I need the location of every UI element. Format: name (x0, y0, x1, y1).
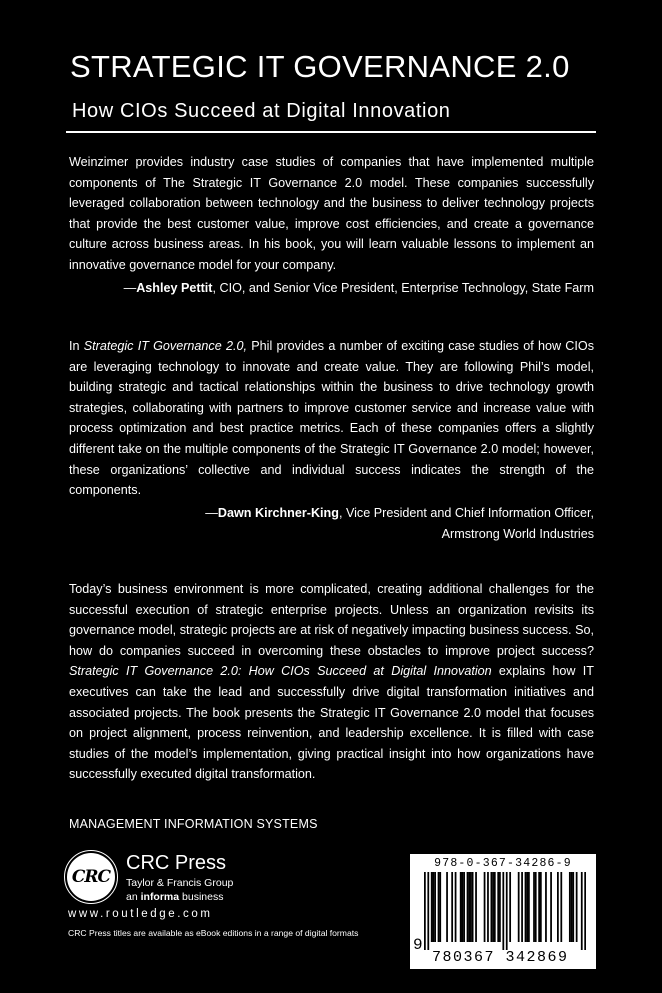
barcode-bar (545, 872, 547, 942)
endorsement-2-text (69, 336, 594, 501)
barcode-bar (584, 872, 586, 950)
description-book-title: Strategic IT Governance 2.0: How CIOs Succeed at Digital Innovation (69, 664, 492, 679)
barcode-bar (572, 872, 574, 942)
endorsement-2-book-title: Strategic IT Governance 2.0, (83, 339, 247, 353)
barcode-bar (467, 872, 469, 942)
barcode-bar (472, 872, 474, 942)
informa-suffix: business (179, 891, 224, 903)
barcode-bar (502, 872, 504, 950)
barcode-bar (431, 872, 433, 942)
endorsement-1-attribution (69, 278, 594, 299)
crc-logo-icon: CRC (67, 853, 115, 901)
barcode-bar (550, 872, 552, 942)
ean13-barcode-icon (424, 872, 586, 950)
isbn-digits: 780367 342869 (432, 949, 569, 966)
barcode-bar (439, 872, 441, 942)
publisher-informa (126, 891, 223, 903)
isbn-text: 978-0-367-34286-9 (434, 857, 572, 870)
barcode-bar (433, 872, 435, 942)
barcode-bar (491, 872, 493, 942)
barcode-bar (533, 872, 535, 942)
barcode-bar (462, 872, 464, 942)
barcode-bar (569, 872, 571, 942)
publisher-group: Taylor & Francis Group (126, 877, 234, 889)
barcode-bar (470, 872, 472, 942)
isbn-barcode-box (410, 854, 596, 969)
endorser-2-name: Dawn Kirchner-King (217, 506, 339, 520)
publisher-website: www.routledge.com (68, 908, 213, 920)
barcode-bar (540, 872, 542, 942)
endorser-2-organization: Armstrong World Industries (441, 526, 594, 541)
attribution-dash: — (123, 281, 137, 295)
barcode-bar (463, 872, 465, 942)
title-divider (66, 131, 596, 133)
description-part-1: Today’s business environment is more complicated, creating additional challenges for the successful execution of strategic enterprise projects. Unless an organization revisits its governance model, strategic projects are at risk of negatively impacting business success. So, how do companies succeed in overcoming these obstacles to improve project success? (69, 582, 594, 658)
barcode-bar (468, 872, 470, 942)
barcode-bar (560, 872, 562, 942)
barcode-bar (487, 872, 489, 942)
barcode-bar (455, 872, 457, 942)
book-title: STRATEGIC IT GOVERNANCE 2.0 (70, 49, 570, 84)
subject-category: MANAGEMENT INFORMATION SYSTEMS (69, 817, 318, 831)
barcode-bar (499, 872, 501, 942)
barcode-bar (509, 872, 511, 942)
barcode-bar (581, 872, 583, 950)
barcode-bar (526, 872, 528, 942)
barcode-bar (525, 872, 527, 942)
barcode-bar (571, 872, 573, 942)
barcode-bar (576, 872, 578, 942)
barcode-bar (438, 872, 440, 942)
ebook-note: CRC Press titles are available as eBook editions in a range of digital formats (68, 928, 359, 938)
barcode-bar (492, 872, 494, 942)
informa-prefix: an (126, 891, 141, 903)
barcode-bar (484, 872, 486, 942)
barcode-bar (424, 872, 426, 950)
informa-bold: informa (140, 891, 180, 903)
barcode-bar (535, 872, 537, 942)
barcode-bar (506, 872, 508, 950)
endorsement-2-body: Phil provides a number of exciting case studies of how CIOs are leveraging technology to innovate and create value. They are following Phil’s model, building strategic and tactical relationships within the business to drive technology growth strategies, collaborating with partners to improve customer service and increase value with process optimization and best practice metrics. Each of these companies offers a slightly different take on the multiple components of the Strategic IT Governance 2.0 model; however, these organizations’ collective and individual success indicates the strength of the components. (69, 339, 594, 498)
barcode-bar (434, 872, 436, 942)
barcode-bar (446, 872, 448, 942)
endorsement-2-prefix: In (69, 339, 84, 353)
barcode-bar (460, 872, 462, 942)
book-subtitle: How CIOs Succeed at Digital Innovation (72, 100, 451, 122)
barcode-bar (494, 872, 496, 942)
endorsement-1-text: Weinzimer provides industry case studies of companies that have implemented multiple components of The Strategic IT Governance 2.0 model. These companies successfully leveraged collaboration between technology and the business to deliver technology projects that provide the best customer value, improve cost efficiencies, and create a governance culture across business areas. In his book, you will learn valuable lessons to implement an innovative governance model for your company. (69, 155, 594, 272)
description-part-2: explains how IT executives can take the lead and successfully drive digital transformation initiatives and associated projects. The book presents the Strategic IT Governance 2.0 model that focuses on project alignment, process reinvention, and leadership excellence. It is filled with case studies of the model’s implementation, giving practical insight into how organizations have successfully executed digital transformation. (69, 664, 594, 782)
barcode-bar (557, 872, 559, 942)
book-description (69, 579, 594, 785)
barcode-bar (528, 872, 530, 942)
isbn-lead-digit: 9 (413, 936, 423, 954)
barcode-bar (475, 872, 477, 942)
endorser-1-name: Ashley Pettit (136, 281, 213, 295)
barcode-bar (521, 872, 523, 942)
barcode-bar (497, 872, 499, 942)
barcode-bar (538, 872, 540, 942)
endorser-1-title: , CIO, and Senior Vice President, Enterprise Technology, State Farm (212, 281, 594, 295)
barcode-bar (518, 872, 520, 942)
endorsement-2-attribution (69, 503, 594, 544)
publisher-name: CRC Press (126, 852, 227, 874)
endorser-2-title: , Vice President and Chief Information Officer, (338, 506, 594, 520)
barcode-bar (427, 872, 429, 950)
attribution-dash: — (205, 506, 218, 520)
barcode-bar (451, 872, 453, 942)
